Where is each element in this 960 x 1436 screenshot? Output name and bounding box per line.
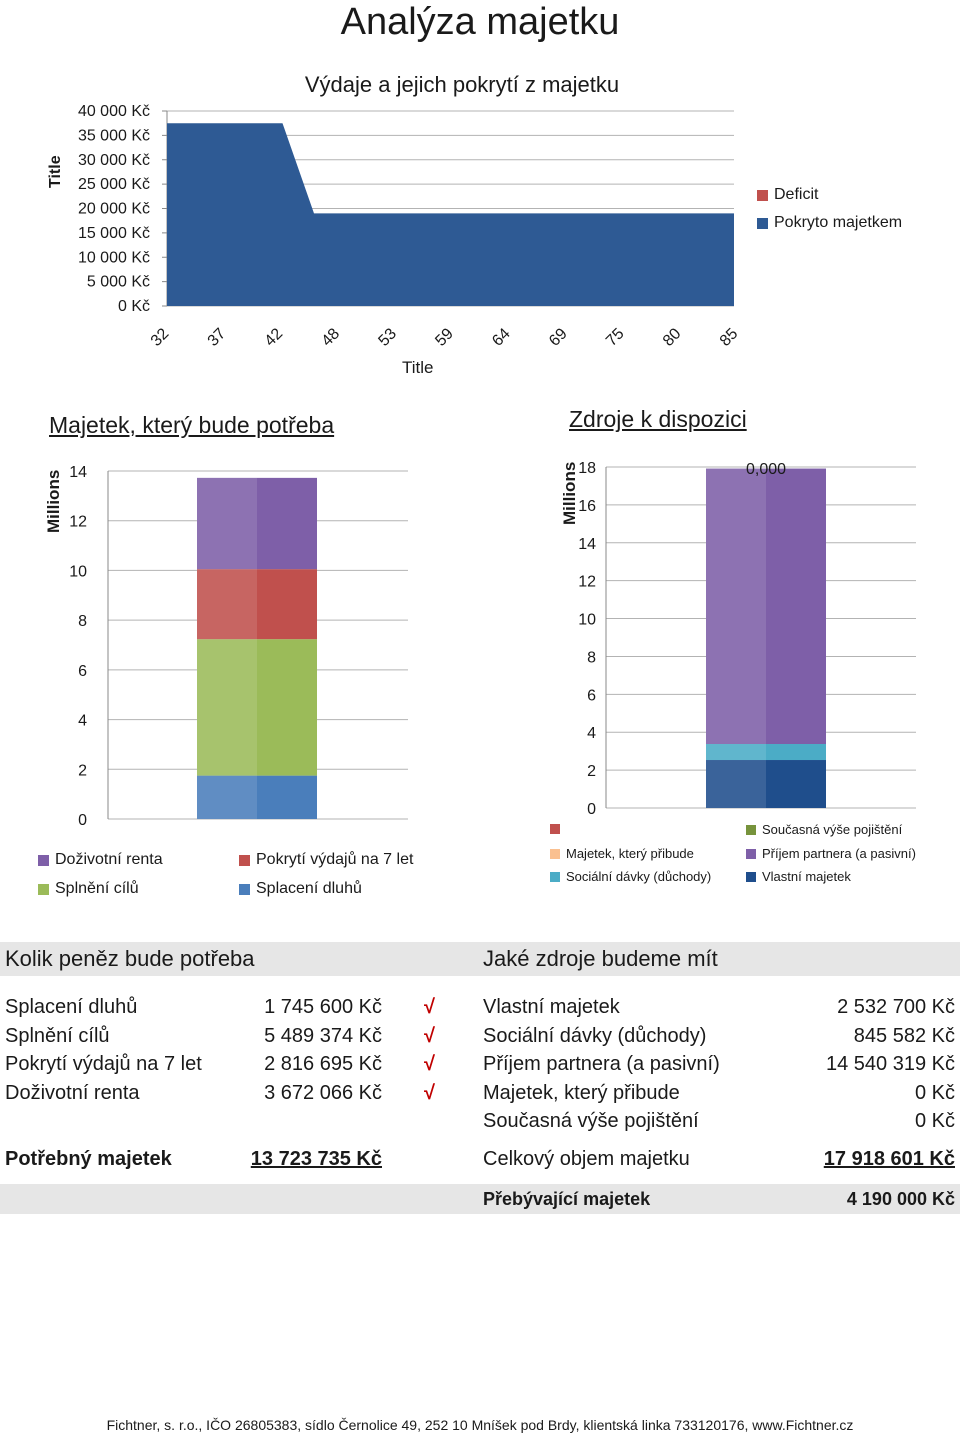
y-tick-label: 35 000 Kč [77,127,150,145]
legend-cile [38,880,139,898]
sources-header: Jaké zdroje budeme mít [483,946,718,971]
needs-row-label: Splacení dluhů [5,996,138,1018]
x-tick-label: 42 [261,325,287,350]
legend-swatch [746,849,756,859]
needs-row-label: Doživotní renta [5,1081,140,1104]
legend-label: Splnění cílů [55,880,139,897]
x-tick-label: 53 [375,325,401,350]
needs-total-value: 13 723 735 Kč [250,1148,382,1170]
legend-deficit [757,186,818,204]
legend-swatch [746,872,756,882]
legend-pokryti [239,851,413,869]
sources-row-value: 2 532 700 Kč [837,996,955,1018]
legend-swatch [757,218,768,229]
page-title: Analýza majetku [340,1,620,43]
legend-label: Majetek, který přibude [566,846,694,861]
sources-y-axis-title: Millions [560,461,579,525]
legend-label: Příjem partnera (a pasivní) [762,846,916,861]
x-tick-label: 32 [147,325,173,350]
sources-row-label: Majetek, který přibude [483,1081,680,1104]
legend-swatch [239,855,250,866]
y-tick-label: 12 [578,573,596,591]
legend-partner [746,846,916,861]
legend-label: Sociální dávky (důchody) [566,869,712,884]
needs-row-value: 1 745 600 Kč [264,996,382,1018]
bar-highlight [706,744,766,760]
legend-swatch [550,849,560,859]
surplus-label: Přebývající majetek [483,1189,651,1209]
legend-socialni [550,869,711,884]
legend-swatch [550,824,560,834]
x-tick-label: 85 [716,325,742,350]
legend-renta [38,851,163,869]
check-mark: √ [424,996,435,1018]
y-tick-label: 15 000 Kč [77,224,150,242]
needs-row-label: Splnění cílů [5,1024,110,1047]
sources-row-value: 0 Kč [914,1081,955,1104]
y-tick-label: 10 [578,611,596,629]
legend-label: Doživotní renta [55,851,163,868]
legend-dluhy [239,880,362,898]
bar-highlight [197,639,257,775]
y-tick-label: 25 000 Kč [77,176,150,194]
legend-label: Současná výše pojištění [762,822,903,837]
y-tick-label: 14 [578,535,596,553]
sources-row-label: Příjem partnera (a pasivní) [483,1053,720,1075]
x-tick-label: 48 [318,325,344,350]
sources-row-value: 845 582 Kč [853,1024,955,1047]
legend-pojisteni [746,822,902,837]
legend-covered [757,214,902,232]
check-mark: √ [424,1024,435,1047]
needs-bar-chart [0,440,480,840]
needs-chart-title: Majetek, který bude potřeba [49,412,335,438]
legend-vlastni [746,869,851,884]
sources-row-label: Současná výše pojištění [483,1110,699,1132]
x-axis-title: Title [402,358,434,377]
y-tick-label: 2 [587,763,596,781]
chart-expenses [0,60,960,390]
sources-row-label: Vlastní majetek [483,996,620,1018]
y-tick-label: 30 000 Kč [77,151,150,169]
bar-highlight [706,760,766,808]
x-tick-label: 59 [432,325,457,350]
y-tick-label: 12 [69,513,87,531]
legend-label: Pokryto majetkem [774,214,903,231]
check-mark: √ [424,1053,435,1075]
y-tick-label: 8 [587,649,596,667]
x-tick-label: 69 [546,325,571,350]
surplus-value: 4 190 000 Kč [846,1189,955,1209]
sources-total-label: Celkový objem majetku [483,1148,690,1170]
legend-unnamed [550,824,560,834]
bar-highlight [197,569,257,639]
legend-label: Deficit [774,186,819,203]
y-tick-label: 6 [78,662,87,680]
legend-label: Pokrytí výdajů na 7 let [256,851,414,868]
legend-swatch [38,855,49,866]
sources-row-label: Sociální dávky (důchody) [483,1024,707,1047]
y-tick-label: 18 [578,460,596,477]
y-tick-label: 10 000 Kč [77,249,150,267]
needs-total-label: Potřebný majetek [5,1148,172,1170]
bar-top-label: 0,000 [745,461,787,478]
y-axis-title: Title [47,155,64,188]
legend-pribude [550,846,694,861]
y-tick-label: 4 [78,712,87,730]
area-series [167,123,734,306]
x-tick-label: 37 [204,325,230,350]
bar-highlight [197,478,257,569]
legend-swatch [757,190,768,201]
sources-total-value: 17 918 601 Kč [823,1148,955,1170]
y-tick-label: 4 [587,725,596,743]
y-tick-label: 14 [69,464,87,481]
y-tick-label: 10 [69,563,87,581]
needs-row-label: Pokrytí výdajů na 7 let [5,1053,202,1075]
y-tick-label: 5 000 Kč [86,273,150,291]
y-tick-label: 0 Kč [117,298,150,315]
y-tick-label: 40 000 Kč [77,103,150,120]
needs-y-axis-title: Millions [44,469,63,533]
footer: Fichtner, s. r.o., IČO 26805383, sídlo Černolice 49, 252 10 Mníšek pod Brdy, klientská linka 733120176, www.Fichtner.cz [106,1417,854,1433]
legend-swatch [239,884,250,895]
bar-highlight [197,776,257,819]
y-tick-label: 8 [78,613,87,631]
y-tick-label: 20 000 Kč [77,200,150,218]
legend-swatch [746,825,756,835]
x-tick-label: 64 [489,325,514,350]
needs-header: Kolik peněz bude potřeba [5,946,255,971]
y-tick-label: 0 [78,812,87,829]
sources-bar-chart [480,440,960,840]
needs-row-value: 2 816 695 Kč [264,1053,382,1075]
needs-row-value: 5 489 374 Kč [264,1024,382,1047]
sources-chart-title: Zdroje k dispozici [569,406,747,432]
legend-label: Splacení dluhů [256,880,362,897]
legend-swatch [38,884,49,895]
legend-label: Vlastní majetek [762,869,851,884]
needs-row-value: 3 672 066 Kč [264,1081,382,1104]
x-tick-label: 80 [659,325,685,350]
check-mark: √ [424,1081,435,1104]
sources-row-value: 0 Kč [914,1110,955,1132]
legend-swatch [550,872,560,882]
y-tick-label: 16 [578,497,596,515]
x-tick-label: 75 [603,325,628,350]
y-tick-label: 6 [587,687,596,705]
y-tick-label: 2 [78,762,87,780]
bar-highlight [706,469,766,744]
y-tick-label: 0 [587,801,596,818]
chart-title: Výdaje a jejich pokrytí z majetku [304,72,620,97]
sources-row-value: 14 540 319 Kč [826,1053,955,1075]
